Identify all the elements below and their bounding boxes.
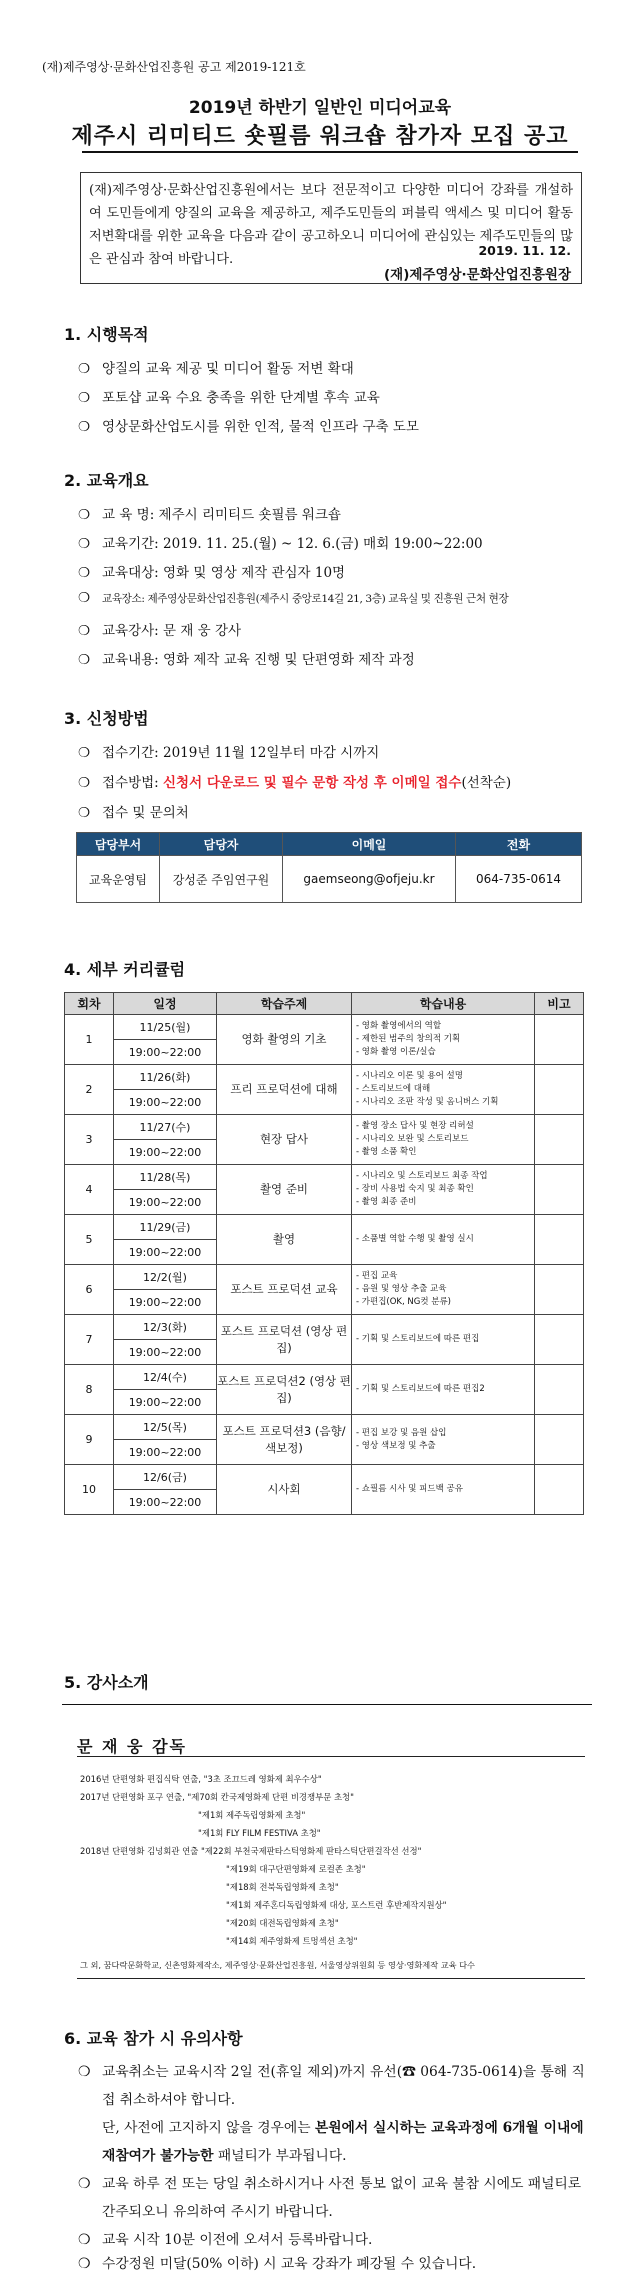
- note-1-penalty-a: 단, 사전에 고지하지 않을 경우에는: [102, 2120, 315, 2136]
- session-date: 12/5(목): [114, 1415, 217, 1440]
- contact-header-row: [77, 833, 582, 856]
- session-date: 12/3(화): [114, 1315, 217, 1340]
- curriculum-table: [64, 992, 584, 1515]
- section3-period: [78, 741, 379, 761]
- note-item-2: [78, 2170, 590, 2226]
- session-number: 4: [65, 1165, 114, 1215]
- session-number: 5: [65, 1215, 114, 1265]
- bullet-icon: ❍: [78, 2256, 91, 2272]
- session-content-line: - 시나리오 보완 및 스토리보드: [356, 1134, 469, 1144]
- career-item: "제18회 전북독립영화제 초청": [226, 1882, 339, 1892]
- contact-dept: 교육운영팀: [77, 856, 160, 903]
- bullet-icon: ❍: [78, 805, 91, 821]
- section4-title: 4. 세부 커리큘럼: [64, 960, 186, 979]
- bullet-icon: ❍: [78, 2176, 91, 2192]
- session-time: 19:00~22:00: [114, 1340, 217, 1365]
- session-content: [352, 1115, 535, 1165]
- session-content-line: - 시나리오 및 스토리보드 최종 작업: [356, 1171, 488, 1181]
- session-remark: [535, 1065, 584, 1115]
- session-remark: [535, 1215, 584, 1265]
- period-text: 접수기간: 2019년 11월 12일부터 마감 시까지: [102, 745, 380, 761]
- curriculum-row: [65, 1165, 584, 1190]
- session-content-line: - 시나리오 조판 작성 및 옴니버스 기획: [356, 1097, 499, 1107]
- section2-item: [78, 590, 508, 606]
- section2-item-text: 교육장소: 제주영상문화산업진흥원(제주시 중앙로14길 21, 3층) 교육실 및 진흥원 근처 현장: [102, 593, 509, 605]
- session-topic: 시사회: [217, 1465, 352, 1515]
- note-3-text: 교육 시작 10분 이전에 오셔서 등록바랍니다.: [102, 2232, 373, 2248]
- session-topic: 프리 프로덕션에 대해: [217, 1065, 352, 1115]
- session-content: [352, 1265, 535, 1315]
- session-time: 19:00~22:00: [114, 1090, 217, 1115]
- career-item: "제1회 FLY FILM FESTIVA 초청": [198, 1828, 321, 1838]
- session-remark: [535, 1115, 584, 1165]
- contact-email[interactable]: gaemseong@ofjeju.kr: [283, 856, 456, 903]
- session-remark: [535, 1015, 584, 1065]
- career-item: "제20회 대전독립영화제 초청": [226, 1918, 339, 1928]
- session-content: [352, 1315, 535, 1365]
- contact-person: 강성준 주임연구원: [160, 856, 283, 903]
- session-number: 7: [65, 1315, 114, 1365]
- bullet-icon: ❍: [78, 590, 90, 606]
- section1-item-text: 영상문화산업도시를 위한 인적, 물적 인프라 구축 도모: [102, 419, 419, 435]
- section2-item: [78, 503, 341, 523]
- career-item: 그 외, 꿈다락문화학교, 신촌영화제작소, 제주영상·문화산업진흥원, 서울영상위원회 등 영상·영화제작 교육 다수: [80, 1960, 475, 1970]
- session-content: [352, 1415, 535, 1465]
- session-topic: 포스트 프로덕션3 (음향/색보정): [217, 1415, 352, 1465]
- session-content-line: - 시나리오 이론 및 용어 설명: [356, 1071, 463, 1081]
- section3-title: 3. 신청방법: [64, 709, 149, 728]
- curriculum-row: [65, 1365, 584, 1390]
- contact-header: 담당부서: [77, 833, 160, 856]
- session-topic: 현장 답사: [217, 1115, 352, 1165]
- bullet-icon: ❍: [78, 745, 91, 761]
- curriculum-row: [65, 1065, 584, 1090]
- notice-number: (재)제주영상·문화산업진흥원 공고 제2019-121호: [42, 60, 306, 74]
- session-number: 6: [65, 1265, 114, 1315]
- session-content-line: - 편집 보강 및 음원 삽입: [356, 1427, 447, 1438]
- session-remark: [535, 1365, 584, 1415]
- section2-item-text: 교육강사: 문 재 웅 강사: [102, 623, 242, 639]
- career-item: 2017년 단편영화 포구 연출, "제70회 칸국제영화제 단편 비경쟁부문 초청": [80, 1792, 354, 1802]
- section2-item-text: 교육내용: 영화 제작 교육 진행 및 단편영화 제작 과정: [102, 652, 415, 668]
- session-date: 12/2(월): [114, 1265, 217, 1290]
- session-date: 12/6(금): [114, 1465, 217, 1490]
- title-line-1: 2019년 하반기 일반인 미디어교육: [188, 98, 452, 118]
- section3-contact-line: [78, 801, 189, 821]
- session-content-line: - 가편집(OK, NG컷 분류): [356, 1297, 451, 1307]
- curriculum-row: [65, 1215, 584, 1240]
- instructor-divider: [77, 1756, 585, 1757]
- intro-text: (재)제주영상·문화산업진흥원에서는 보다 전문적이고 다양한 미디어 강좌를 개설하여 도민들에게 양질의 교육을 제공하고, 제주도민들의 퍼블릭 액세스 및 미디어 활동 저변확대를 위한 교육을 다음과 같이 공고하오니 미디어에 관심있는 제주도민들의 많은 관심과 참여 바랍니다.: [89, 183, 573, 267]
- session-topic: 포스트 프로덕션 교육: [217, 1265, 352, 1315]
- bullet-icon: ❍: [78, 623, 91, 639]
- section1-item: [78, 357, 354, 377]
- session-time: 19:00~22:00: [114, 1390, 217, 1415]
- session-time: 19:00~22:00: [114, 1140, 217, 1165]
- session-number: 2: [65, 1065, 114, 1115]
- note-item-1: [78, 2058, 590, 2170]
- curriculum-header: 학습내용: [352, 993, 535, 1015]
- contact-row: [77, 856, 582, 903]
- method-suffix: (선착순): [461, 775, 512, 791]
- career-item: "제14회 제주영화제 트멍섹션 초청": [226, 1936, 358, 1946]
- session-time: 19:00~22:00: [114, 1490, 217, 1515]
- session-content-line: - 편집 교육: [356, 1271, 398, 1281]
- session-remark: [535, 1465, 584, 1515]
- section2-item: [78, 648, 415, 668]
- section2-title: 2. 교육개요: [64, 471, 149, 490]
- session-content-line: - 음원 및 영상 추출 교육: [356, 1284, 447, 1294]
- session-time: 19:00~22:00: [114, 1290, 217, 1315]
- session-number: 9: [65, 1415, 114, 1465]
- session-content: [352, 1465, 535, 1515]
- curriculum-row: [65, 1115, 584, 1140]
- session-content: [352, 1065, 535, 1115]
- session-time: 19:00~22:00: [114, 1440, 217, 1465]
- method-highlight: 신청서 다운로드 및 필수 문항 작성 후 이메일 접수: [163, 775, 462, 791]
- session-topic: 포스트 프로덕션2 (영상 편집): [217, 1365, 352, 1415]
- session-time: 19:00~22:00: [114, 1240, 217, 1265]
- section1-item: [78, 386, 380, 406]
- session-remark: [535, 1315, 584, 1365]
- session-number: 8: [65, 1365, 114, 1415]
- intro-signature: (재)제주영상·문화산업진흥원장: [383, 267, 571, 283]
- session-content-line: - 제한된 범주의 창의적 기획: [356, 1034, 461, 1044]
- section1-title: 1. 시행목적: [64, 325, 149, 344]
- section1-item-text: 포토샵 교육 수요 충족을 위한 단계별 후속 교육: [102, 390, 380, 406]
- section6-title: 6. 교육 참가 시 유의사항: [64, 2029, 243, 2048]
- session-date: 11/29(금): [114, 1215, 217, 1240]
- session-date: 11/26(화): [114, 1065, 217, 1090]
- session-date: 11/28(목): [114, 1165, 217, 1190]
- curriculum-header: 비고: [535, 993, 584, 1015]
- bullet-icon: ❍: [78, 2232, 91, 2248]
- career-item: "제1회 제주혼디독립영화제 대상, 포스트런 후반제작지원상": [226, 1900, 447, 1910]
- session-topic: 영화 촬영의 기초: [217, 1015, 352, 1065]
- note-1-text: 교육취소는 교육시작 2일 전(휴일 제외)까지 유선(☎ 064-735-0614)을 통해 직접 취소하셔야 합니다.: [102, 2064, 585, 2108]
- curriculum-row: [65, 1415, 584, 1440]
- career-item: "제1회 제주독립영화제 초청": [198, 1810, 306, 1820]
- bullet-icon: ❍: [78, 361, 91, 377]
- bullet-icon: ❍: [78, 507, 91, 523]
- bullet-icon: ❍: [78, 390, 91, 406]
- section3-method: [78, 771, 511, 791]
- session-content: [352, 1215, 535, 1265]
- method-prefix: 접수방법:: [102, 775, 164, 791]
- curriculum-row: [65, 1265, 584, 1290]
- career-item: "제19회 대구단편영화제 로컬존 초청": [226, 1864, 366, 1874]
- session-topic: 포스트 프로덕션 (영상 편집): [217, 1315, 352, 1365]
- intro-date: 2019. 11. 12.: [478, 243, 571, 258]
- contact-table: [76, 832, 582, 903]
- page-title: 제주시 리미티드 숏필름 워크숍 참가자 모집 공고: [71, 124, 569, 149]
- note-1-penalty-bold: 본원에서 실시하는 교육과정에 6개월 이내에 재참여가 불가능한: [102, 2120, 584, 2164]
- bullet-icon: ❍: [78, 2064, 91, 2080]
- curriculum-row: [65, 1315, 584, 1340]
- curriculum-header: 회차: [65, 993, 114, 1015]
- curriculum-header: 학습주제: [217, 993, 352, 1015]
- session-remark: [535, 1165, 584, 1215]
- curriculum-row: [65, 1015, 584, 1040]
- contact-header: 담당자: [160, 833, 283, 856]
- contact-phone[interactable]: 064-735-0614: [456, 856, 582, 903]
- contact-header: 이메일: [283, 833, 456, 856]
- session-content-line: - 기획 및 스토리보드에 따른 편집2: [356, 1384, 485, 1394]
- session-content-line: - 장비 사용법 숙지 및 최종 확인: [356, 1184, 474, 1194]
- intro-box: [80, 172, 582, 284]
- instructor-name: 문 재 웅 감독: [77, 1737, 187, 1756]
- section2-item-text: 교육기간: 2019. 11. 25.(월) ~ 12. 6.(금) 매회 19:00~22:00: [102, 536, 483, 552]
- section1-item: [78, 415, 419, 435]
- session-topic: 촬영 준비: [217, 1165, 352, 1215]
- bullet-icon: ❍: [78, 419, 91, 435]
- note-item-4: [78, 2250, 590, 2278]
- career-item: 2016년 단편영화 편집식탁 연출, "3초 조끄드레 영화제 최우수상": [80, 1774, 322, 1784]
- section1-item-text: 양질의 교육 제공 및 미디어 활동 저변 확대: [102, 361, 354, 377]
- session-number: 1: [65, 1015, 114, 1065]
- note-4-text: 수강정원 미달(50% 이하) 시 교육 강좌가 폐강될 수 있습니다.: [102, 2256, 477, 2272]
- session-content-line: - 영상 색보정 및 추출: [356, 1440, 436, 1451]
- note-1-penalty-c: 패널티가 부과됩니다.: [213, 2148, 347, 2164]
- session-topic: 촬영: [217, 1215, 352, 1265]
- curriculum-row: [65, 1465, 584, 1490]
- session-content-line: - 촬영 장소 답사 및 현장 리허설: [356, 1121, 474, 1131]
- session-number: 3: [65, 1115, 114, 1165]
- contact-line-text: 접수 및 문의처: [102, 805, 189, 821]
- career-item: 2018년 단편영화 김넝회관 연출 "제22회 부천국제판타스틱영화제 판타스틱단편걸작선 선정": [80, 1846, 422, 1856]
- session-content-line: - 촬영 최종 준비: [356, 1197, 417, 1207]
- instructor-footer-line: [77, 1978, 585, 1979]
- session-number: 10: [65, 1465, 114, 1515]
- session-remark: [535, 1415, 584, 1465]
- bullet-icon: ❍: [78, 652, 91, 668]
- session-content-line: - 촬영 소품 확인: [356, 1147, 417, 1157]
- session-content-line: - 소품별 역할 수행 및 촬영 실시: [356, 1234, 474, 1244]
- session-time: 19:00~22:00: [114, 1040, 217, 1065]
- section2-item: [78, 619, 241, 639]
- session-content-line: - 영화 촬영 이론/실습: [356, 1047, 436, 1057]
- section2-item-text: 교 육 명: 제주시 리미티드 숏필름 워크숍: [102, 507, 341, 523]
- curriculum-body: [65, 1015, 584, 1515]
- session-content: [352, 1365, 535, 1415]
- section2-item: [78, 561, 345, 581]
- session-date: 11/25(월): [114, 1015, 217, 1040]
- session-content-line: - 기획 및 스토리보드에 따른 편집: [356, 1334, 480, 1344]
- note-1-penalty: [102, 2114, 590, 2170]
- bullet-icon: ❍: [78, 536, 91, 552]
- session-content: [352, 1015, 535, 1065]
- section2-item-text: 교육대상: 영화 및 영상 제작 관심자 10명: [102, 565, 346, 581]
- curriculum-header-row: [65, 993, 584, 1015]
- section5-title: 5. 강사소개: [64, 1673, 149, 1692]
- section2-item: [78, 532, 483, 552]
- session-content-line: - 쇼필름 시사 및 피드백 공유: [356, 1484, 463, 1494]
- session-content: [352, 1165, 535, 1215]
- session-content-line: - 스토리보드에 대해: [356, 1084, 431, 1094]
- session-remark: [535, 1265, 584, 1315]
- session-date: 12/4(수): [114, 1365, 217, 1390]
- contact-header: 전화: [456, 833, 582, 856]
- session-time: 19:00~22:00: [114, 1190, 217, 1215]
- bullet-icon: ❍: [78, 565, 91, 581]
- curriculum-header: 일정: [114, 993, 217, 1015]
- bullet-icon: ❍: [78, 775, 91, 791]
- note-2-text: 교육 하루 전 또는 당일 취소하시거나 사전 통보 없이 교육 불참 시에도 패널티로 간주되오니 유의하여 주시기 바랍니다.: [102, 2176, 582, 2220]
- session-date: 11/27(수): [114, 1115, 217, 1140]
- title-divider: [82, 151, 578, 153]
- section5-divider: [62, 1704, 592, 1705]
- session-content-line: - 영화 촬영에서의 역할: [356, 1021, 442, 1031]
